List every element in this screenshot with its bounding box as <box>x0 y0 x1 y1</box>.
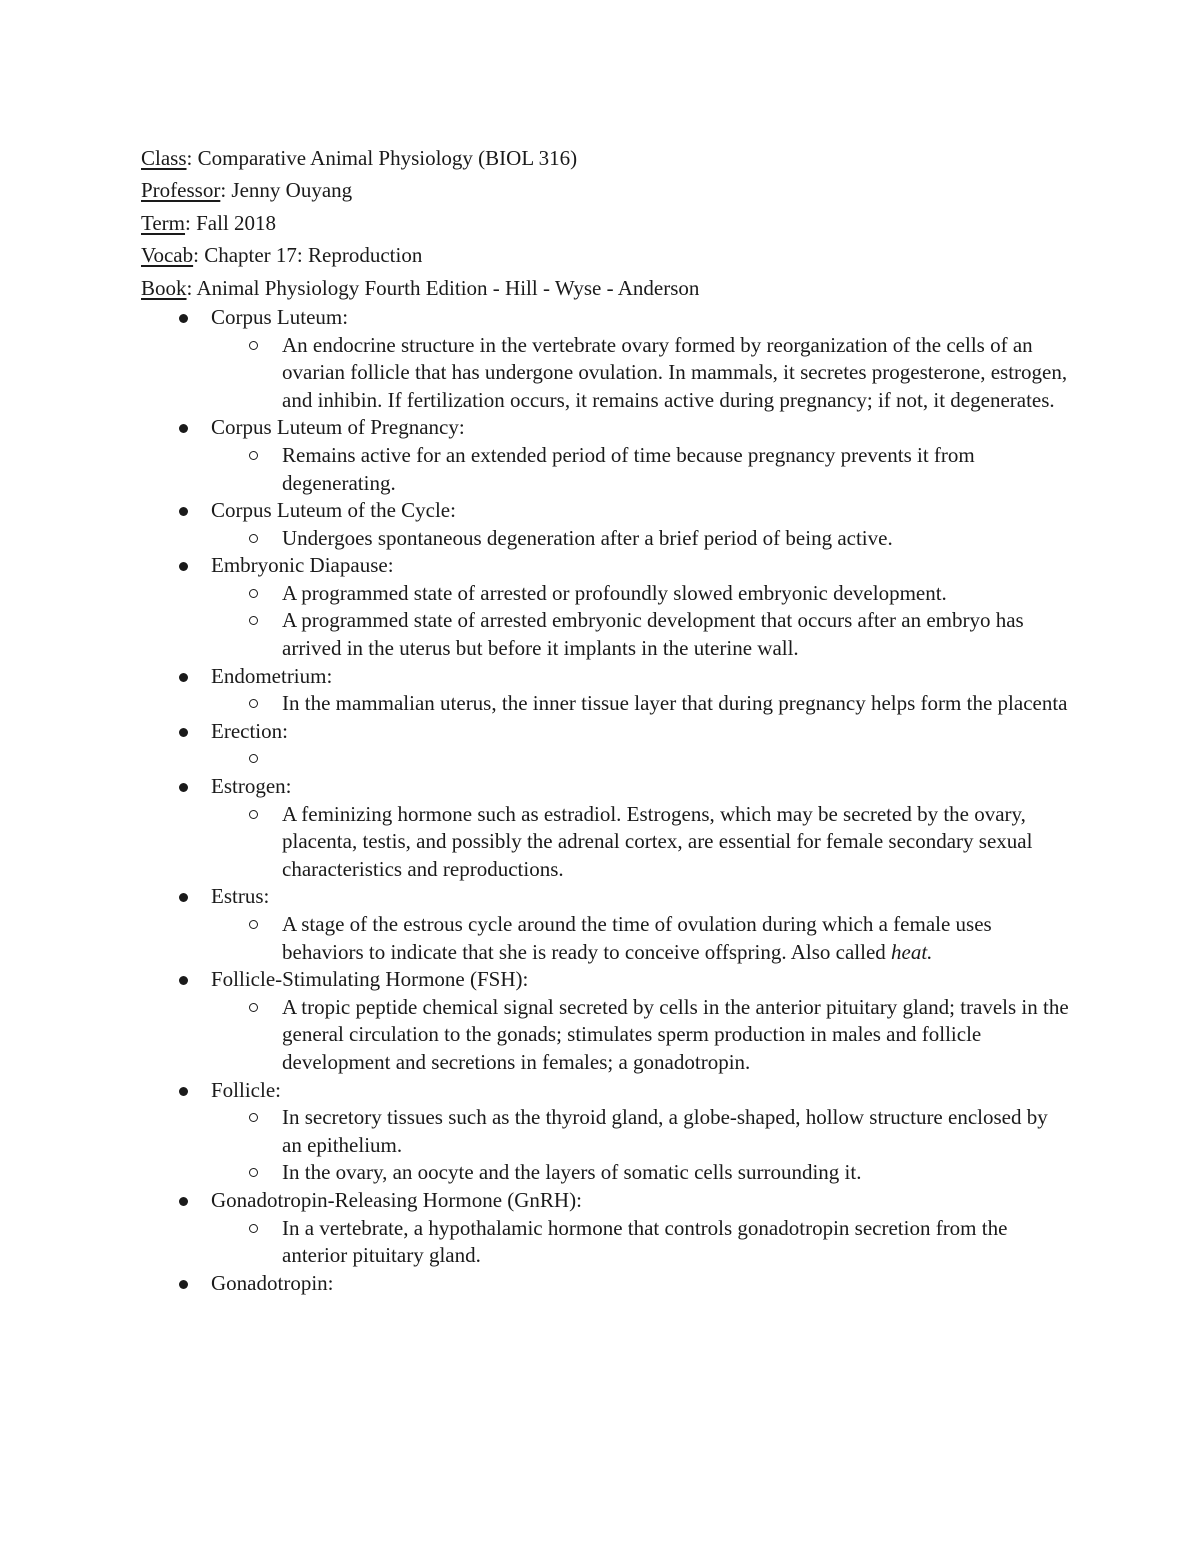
class-line: Class: Comparative Animal Physiology (BIOL 316) <box>141 146 578 170</box>
definition-list <box>211 994 1071 1077</box>
definition-item <box>211 332 1071 415</box>
professor-key: Professor <box>141 178 221 203</box>
vocab-line: Vocab: Chapter 17: Reproduction <box>141 243 423 268</box>
term-name: Gonadotropin: <box>211 1270 334 1295</box>
vocab-term <box>141 497 1071 552</box>
definition-text: Remains active for an extended period of time because pregnancy prevents it from degenerating. <box>282 442 975 495</box>
definition-text: A feminizing hormone such as estradiol. Estrogens, which may be secreted by the ovary, placenta, testis, and possibly the adrenal cortex, are essential for female secondary sexual characteristics and reproductions. <box>282 801 1033 881</box>
definition-item <box>211 911 1071 966</box>
bullet-icon <box>179 314 188 323</box>
vocab-key: Vocab <box>141 243 194 268</box>
term-line: Term: Fall 2018 <box>141 210 277 235</box>
circle-bullet-icon <box>249 616 258 625</box>
bullet-icon <box>179 783 188 792</box>
definition-list <box>211 745 1071 773</box>
definition-list <box>211 1215 1071 1270</box>
vocab-term <box>141 663 1071 718</box>
vocab-term <box>141 552 1071 662</box>
circle-bullet-icon <box>249 534 258 543</box>
term-value: Fall 2018 <box>196 210 277 235</box>
bullet-icon <box>179 507 188 516</box>
circle-bullet-icon <box>249 341 258 350</box>
term-name: Erection: <box>211 718 288 743</box>
vocab-term <box>141 1270 1071 1298</box>
definition-text: A stage of the estrous cycle around the time of ovulation during which a female uses behaviors to indicate that she is ready to conceive offspring. Also called <box>282 912 992 964</box>
circle-bullet-icon <box>249 699 258 708</box>
definition-list <box>211 911 1071 966</box>
definition-list <box>211 1104 1071 1187</box>
circle-bullet-icon <box>249 1168 258 1177</box>
class-key: Class <box>141 146 187 170</box>
definition-item <box>211 580 1071 608</box>
circle-bullet-icon <box>249 1003 258 1012</box>
definition-text: In the mammalian uterus, the inner tissue layer that during pregnancy helps form the placenta <box>282 691 1068 716</box>
definition-list <box>211 332 1071 415</box>
term-name: Gonadotropin-Releasing Hormone (GnRH): <box>211 1187 582 1212</box>
term-key: Term <box>141 210 186 235</box>
vocab-value: Chapter 17: Reproduction <box>204 243 423 268</box>
vocab-term <box>141 1077 1071 1187</box>
bullet-icon <box>179 976 188 985</box>
definition-item <box>211 525 1071 553</box>
bullet-icon <box>179 424 188 433</box>
bullet-icon <box>179 562 188 571</box>
definition-text: A programmed state of arrested or profoundly slowed embryonic development. <box>282 580 947 605</box>
circle-bullet-icon <box>249 920 258 929</box>
definition-item <box>211 690 1071 718</box>
bullet-icon <box>179 1197 188 1206</box>
definition-text: In a vertebrate, a hypothalamic hormone that controls gonadotropin secretion from the anterior pituitary gland. <box>282 1215 1008 1268</box>
term-name: Follicle: <box>211 1077 281 1102</box>
definition-text: In the ovary, an oocyte and the layers of somatic cells surrounding it. <box>282 1160 862 1185</box>
bullet-icon <box>179 728 188 737</box>
definition-text: A programmed state of arrested embryonic development that occurs after an embryo has arrived in the uterus but before it implants in the uterine wall. <box>282 608 1024 661</box>
professor-value: Jenny Ouyang <box>231 178 353 203</box>
definition-item <box>211 801 1071 884</box>
class-value: Comparative Animal Physiology (BIOL 316) <box>197 146 578 170</box>
definition-item <box>211 1215 1071 1270</box>
vocab-term <box>141 883 1071 966</box>
definition-text: Undergoes spontaneous degeneration after a brief period of being active. <box>282 525 893 550</box>
definition-list <box>211 525 1071 553</box>
definition-item <box>211 745 1071 773</box>
definition-list <box>211 801 1071 884</box>
vocab-term <box>141 1187 1071 1270</box>
bullet-icon <box>179 893 188 902</box>
term-name: Endometrium: <box>211 663 333 688</box>
vocab-term <box>141 773 1071 883</box>
term-name: Follicle-Stimulating Hormone (FSH): <box>211 967 529 992</box>
vocab-term <box>141 304 1071 414</box>
bullet-icon <box>179 673 188 682</box>
circle-bullet-icon <box>249 589 258 598</box>
circle-bullet-icon <box>249 1224 258 1233</box>
book-line: Book: Animal Physiology Fourth Edition - Hill - Wyse - Anderson <box>141 275 700 300</box>
bullet-icon <box>179 1087 188 1096</box>
definition-text: An endocrine structure in the vertebrate ovary formed by reorganization of the cells of an ovarian follicle that has undergone ovulation. In mammals, it secretes progesterone, estrogen, and inhibin. If fertilization occurs, it remains active during pregnancy; if not, it degenerates. <box>282 332 1068 412</box>
vocab-term <box>141 966 1071 1076</box>
vocab-list <box>141 304 1071 1297</box>
definition-item <box>211 994 1071 1077</box>
definition-list <box>211 442 1071 497</box>
term-name: Estrus: <box>211 884 270 909</box>
definition-list <box>211 690 1071 718</box>
definition-text: In secretory tissues such as the thyroid gland, a globe-shaped, hollow structure enclosed by an epithelium. <box>282 1105 1048 1157</box>
definition-item <box>211 607 1071 662</box>
term-name: Estrogen: <box>211 774 292 799</box>
circle-bullet-icon <box>249 754 258 763</box>
professor-line: Professor: Jenny Ouyang <box>141 178 353 203</box>
vocab-term <box>141 718 1071 773</box>
term-name: Corpus Luteum of the Cycle: <box>211 498 456 523</box>
term-name: Corpus Luteum of Pregnancy: <box>211 415 465 440</box>
book-key: Book <box>141 275 187 300</box>
term-name: Embryonic Diapause: <box>211 553 394 578</box>
vocab-term <box>141 414 1071 497</box>
definition-item <box>211 1159 1071 1187</box>
book-value: Animal Physiology Fourth Edition - Hill - Wyse - Anderson <box>196 275 700 300</box>
circle-bullet-icon <box>249 1113 258 1122</box>
definition-item <box>211 442 1071 497</box>
definition-text: A tropic peptide chemical signal secreted by cells in the anterior pituitary gland; travels in the general circulation to the gonads; stimulates sperm production in males and follicle development and secretions in females; a gonadotropin. <box>282 994 1069 1074</box>
circle-bullet-icon <box>249 810 258 819</box>
definition-item <box>211 1104 1071 1159</box>
definition-list <box>211 580 1071 663</box>
document-page <box>141 142 1071 1297</box>
bullet-icon <box>179 1280 188 1289</box>
circle-bullet-icon <box>249 451 258 460</box>
term-name: Corpus Luteum: <box>211 304 349 329</box>
definition-italic-term: heat. <box>891 939 933 964</box>
